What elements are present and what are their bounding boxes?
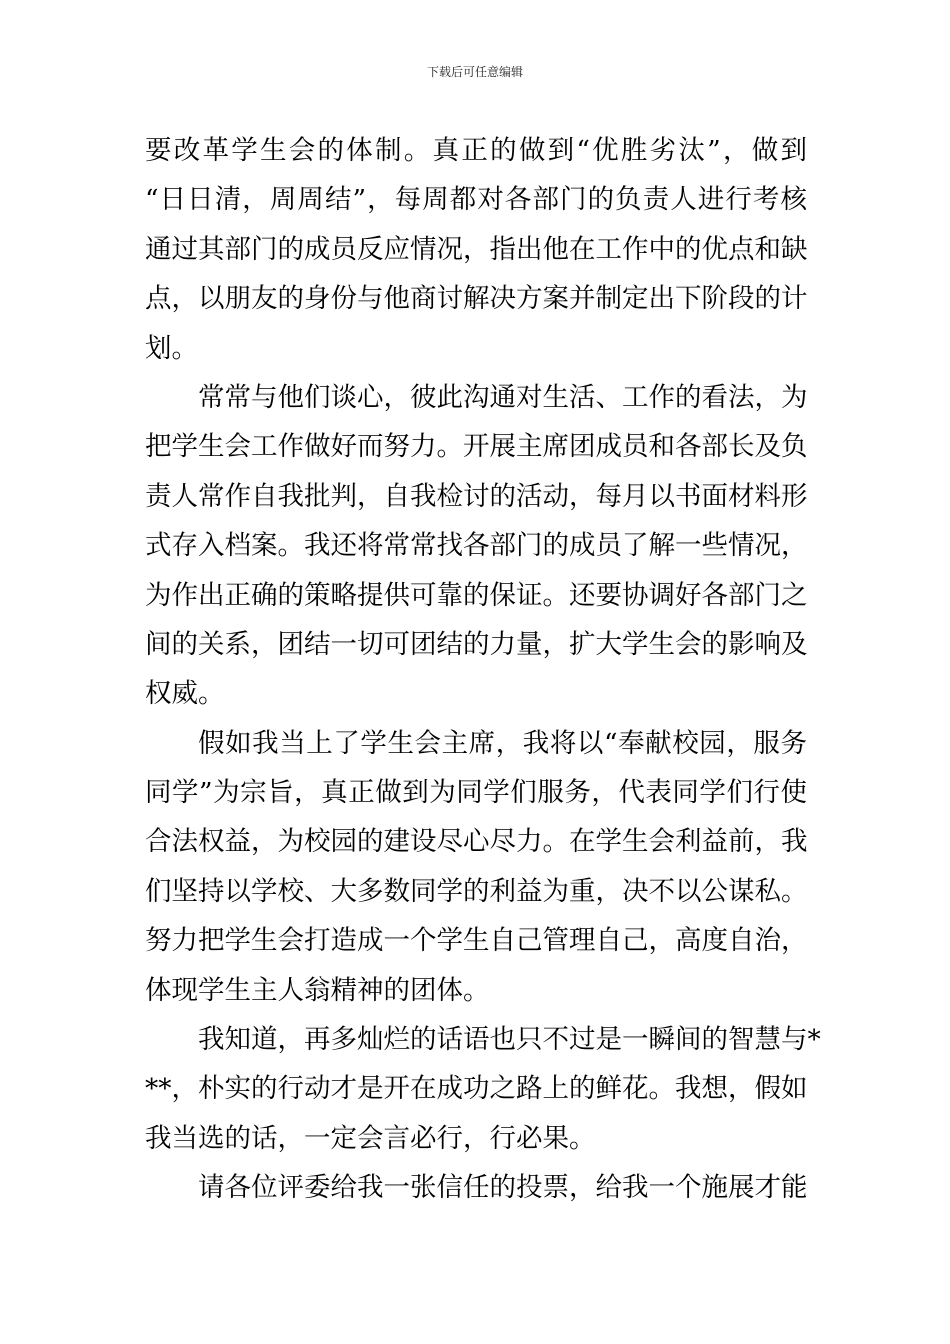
paragraph-line: 权威。 [145,678,225,710]
paragraph-line: 式存入档案。我还将常常找各部门的成员了解一些情况， [145,530,808,562]
paragraph-line: 常常与他们谈心，彼此沟通对生活、工作的看法，为 [198,381,808,413]
paragraph-line: 我当选的话，一定会言必行，行必果。 [145,1122,596,1154]
paragraph-line: **，朴实的行动才是开在成功之路上的鲜花。我想，假如 [145,1073,808,1105]
paragraph-line: 通过其部门的成员反应情况，指出他在工作中的优点和缺 [145,233,808,265]
paragraph-line: 为作出正确的策略提供可靠的保证。还要协调好各部门之 [145,579,808,611]
paragraph-line: “日日清，周周结”，每周都对各部门的负责人进行考核 [145,184,807,216]
paragraph-line: 请各位评委给我一张信任的投票，给我一个施展才能 [198,1172,808,1204]
paragraph-line: 努力把学生会打造成一个学生自己管理自己，高度自治， [145,925,808,957]
page-header: 下载后可任意编辑 [426,65,523,79]
paragraph-line: 合法权益，为校园的建设尽心尽力。在学生会利益前，我 [145,826,808,858]
paragraph-line: 点，以朋友的身份与他商讨解决方案并制定出下阶段的计 [145,283,808,315]
paragraph-line: 我知道，再多灿烂的话语也只不过是一瞬间的智慧与* [198,1024,821,1056]
paragraph-line: 间的关系，团结一切可团结的力量，扩大学生会的影响及 [145,628,808,660]
paragraph-line: 划。 [145,332,198,364]
paragraph-line: 责人常作自我批判，自我检讨的活动，每月以书面材料形 [145,480,808,512]
paragraph-line: 假如我当上了学生会主席，我将以“奉献校园，服务 [198,727,807,759]
paragraph-line: 体现学生主人翁精神的团体。 [145,974,490,1006]
document-body [145,126,821,1213]
paragraph-line: 同学”为宗旨，真正做到为同学们服务，代表同学们行使 [145,777,807,809]
paragraph-line: 们坚持以学校、大多数同学的利益为重，决不以公谋私。 [145,875,808,907]
paragraph-line: 要改革学生会的体制。真正的做到“优胜劣汰”，做到 [145,135,807,166]
paragraph-line: 把学生会工作做好而努力。开展主席团成员和各部长及负 [145,431,808,463]
